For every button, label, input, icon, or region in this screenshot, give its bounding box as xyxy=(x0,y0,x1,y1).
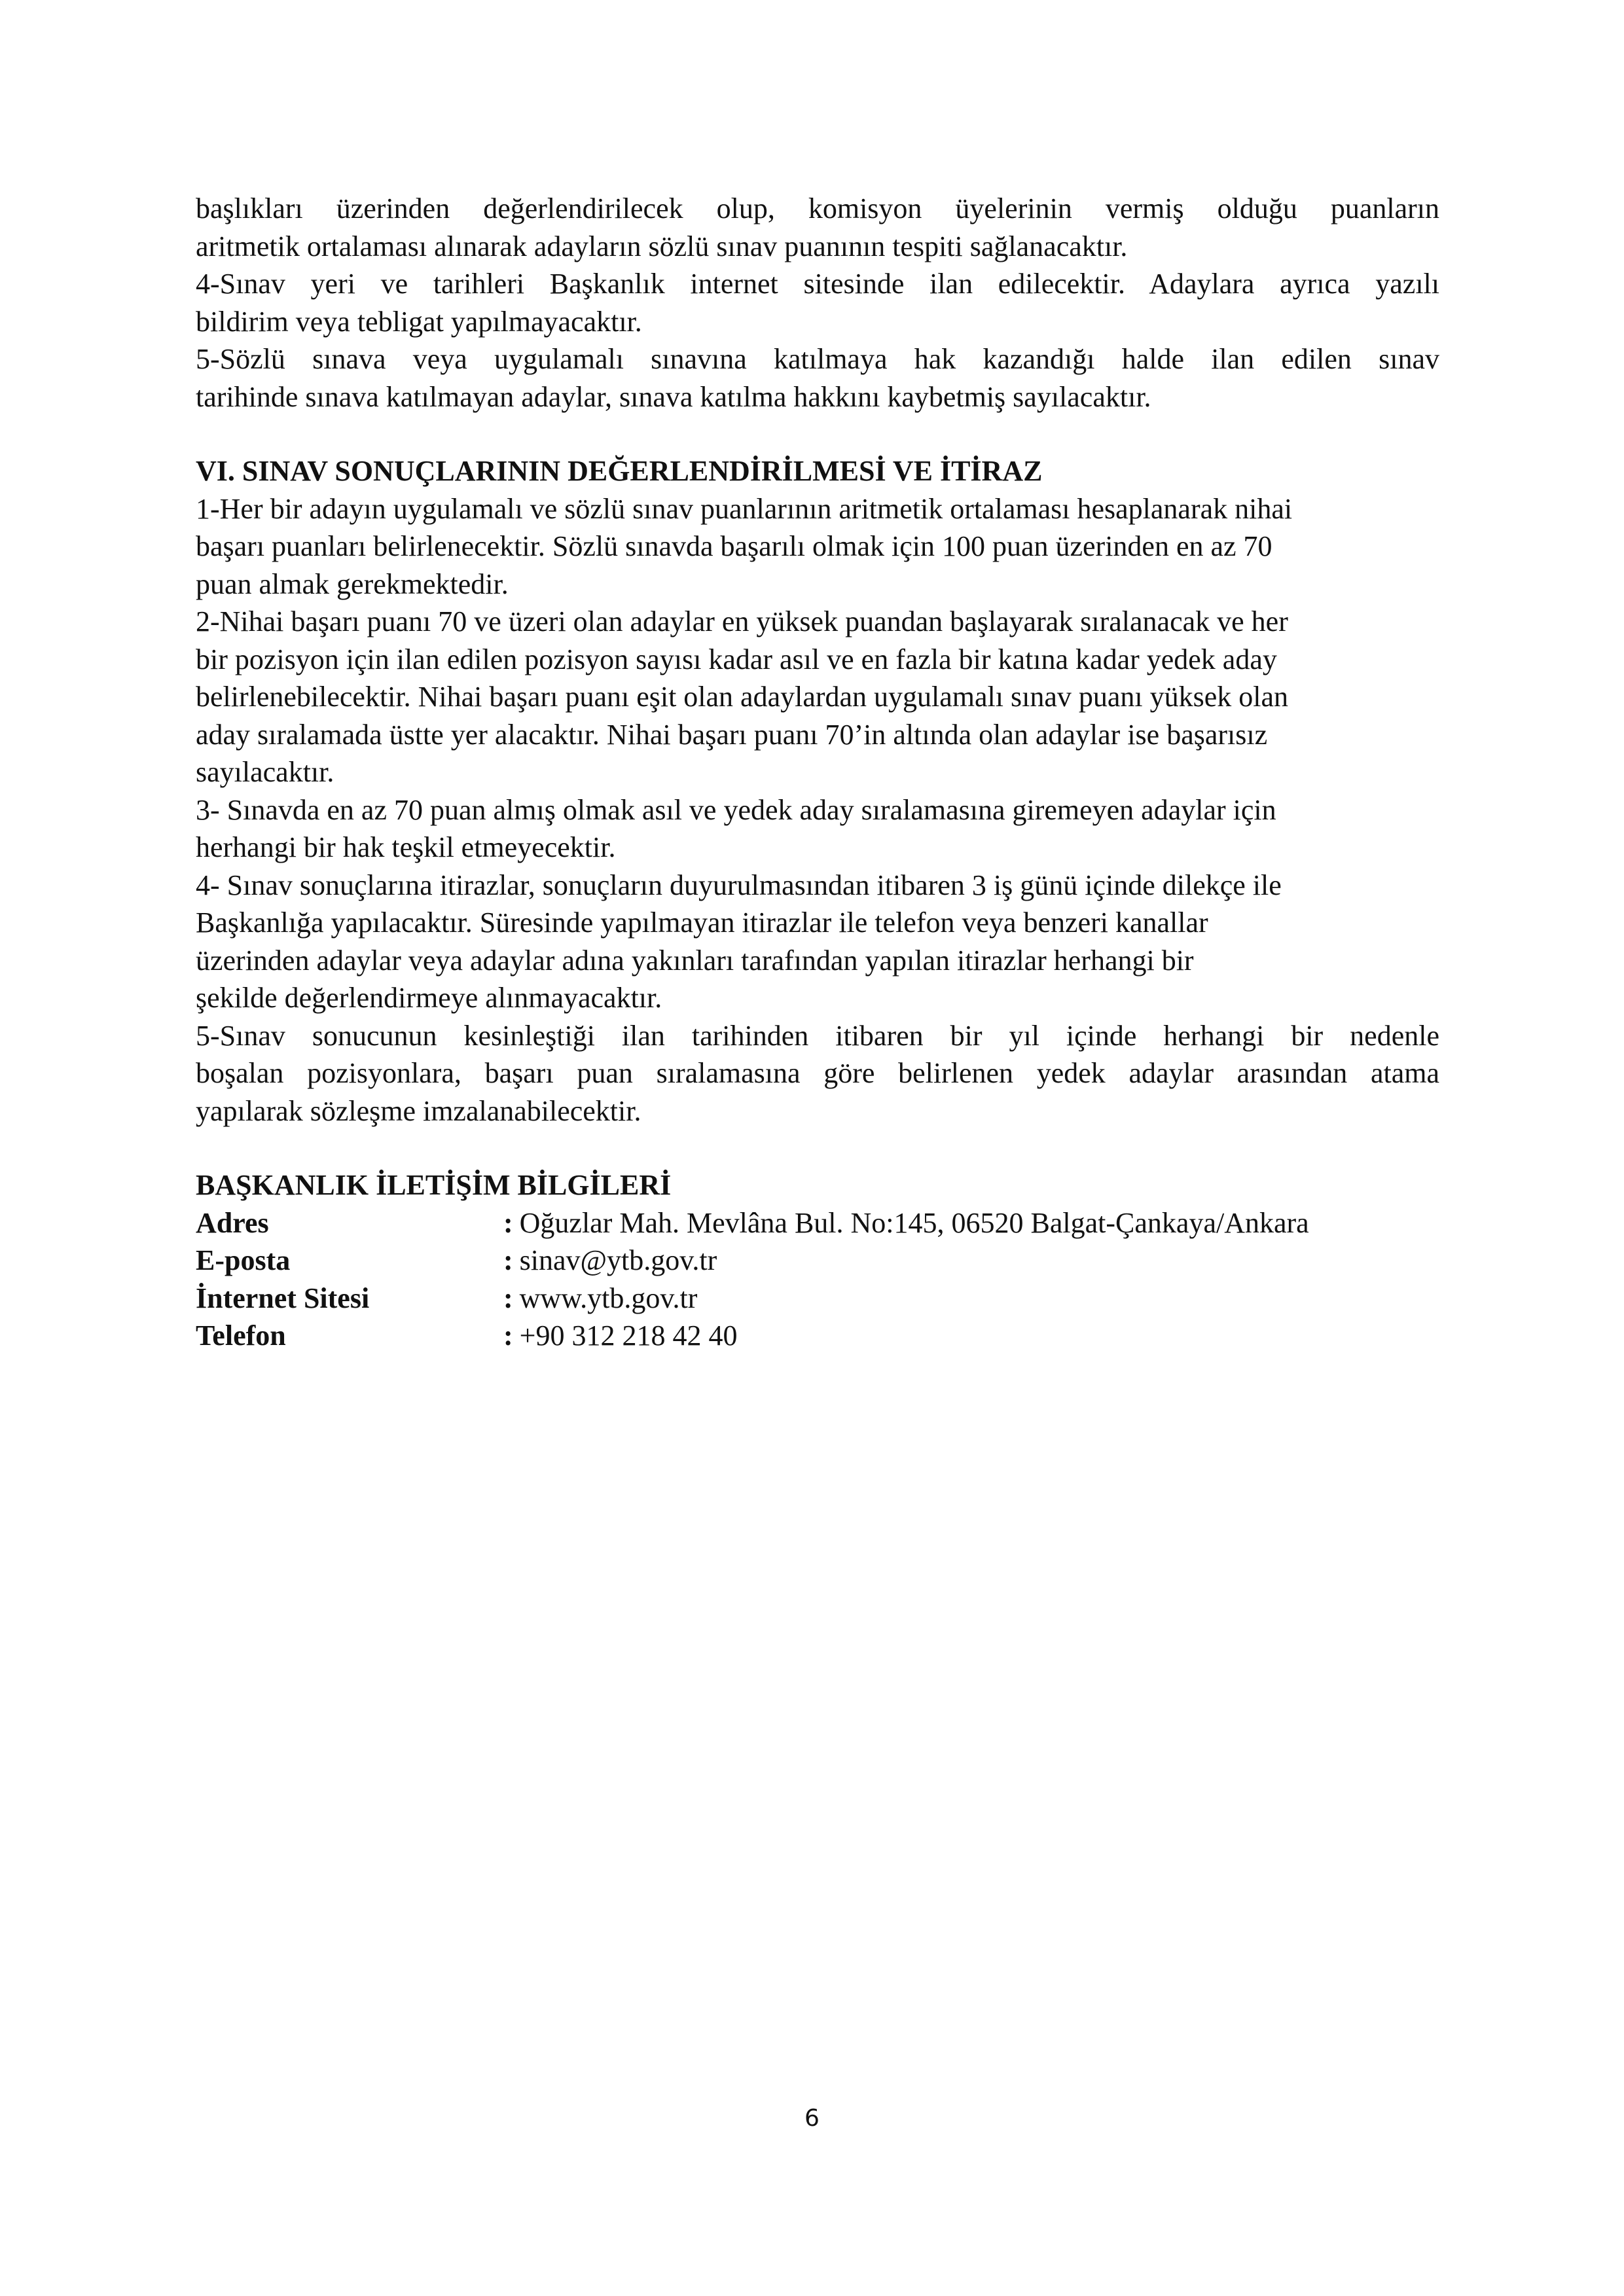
contact-row-email xyxy=(196,1242,1439,1280)
intro-block xyxy=(196,190,1439,416)
text-line: aday sıralamada üstte yer alacaktır. Nihai başarı puanı 70’in altında olan adaylar ise başarısız xyxy=(196,718,1268,751)
text-line: belirlenebilecektir. Nihai başarı puanı eşit olan adaylardan uygulamalı sınav puanı yüksek olan xyxy=(196,681,1289,713)
contact-label: E-posta xyxy=(196,1244,291,1276)
text-line: tarihinde sınava katılmayan adaylar, sınava katılma hakkını kaybetmiş sayılacaktır. xyxy=(196,380,1151,413)
text-line: Başkanlığa yapılacaktır. Süresinde yapılmayan itirazlar ile telefon veya benzeri kanallar xyxy=(196,906,1208,939)
contact-colon: : xyxy=(503,1244,513,1276)
text-line: 3- Sınavda en az 70 puan almış olmak asıl ve yedek aday sıralamasına giremeyen adaylar için xyxy=(196,793,1276,826)
section-heading: VI. SINAV SONUÇLARININ DEĞERLENDİRİLMESİ VE İTİRAZ xyxy=(196,455,1043,487)
text-line: bir pozisyon için ilan edilen pozisyon sayısı kadar asıl ve en fazla bir katına kadar yedek aday xyxy=(196,643,1277,675)
contact-colon: : xyxy=(503,1319,513,1352)
text-line: 1-Her bir adayın uygulamalı ve sözlü sınav puanlarının aritmetik ortalaması hesaplanarak nihai xyxy=(196,492,1293,525)
contact-row-phone xyxy=(196,1317,1439,1355)
email-link[interactable]: sinav@ytb.gov.tr xyxy=(519,1244,717,1276)
text-line: yapılarak sözleşme imzalanabilecektir. xyxy=(196,1094,641,1127)
text-line: 2-Nihai başarı puanı 70 ve üzeri olan adaylar en yüksek puandan başlayarak sıralanacak ve her xyxy=(196,605,1288,637)
text-line: herhangi bir hak teşkil etmeyecektir. xyxy=(196,831,616,863)
contact-value: Oğuzlar Mah. Mevlâna Bul. No:145, 06520 Balgat-Çankaya/Ankara xyxy=(519,1206,1309,1239)
section-6 xyxy=(196,452,1439,1130)
contact-colon: : xyxy=(503,1206,513,1239)
contact-row-website xyxy=(196,1280,1439,1318)
text-line: 4-Sınav yeri ve tarihleri Başkanlık internet sitesinde ilan edilecektir. Adaylara ayrıca yazılı xyxy=(196,268,1439,300)
contact-label: Adres xyxy=(196,1206,269,1239)
text-line: puan almak gerekmektedir. xyxy=(196,567,509,600)
document-page xyxy=(196,190,1439,1355)
contact-label: İnternet Sitesi xyxy=(196,1282,370,1314)
contact-colon: : xyxy=(503,1282,513,1314)
contact-heading: BAŞKANLIK İLETİŞİM BİLGİLERİ xyxy=(196,1169,672,1201)
text-line: sayılacaktır. xyxy=(196,756,334,788)
text-line: üzerinden adaylar veya adaylar adına yakınları tarafından yapılan itirazlar herhangi bir xyxy=(196,944,1194,977)
contact-section xyxy=(196,1166,1439,1355)
website-link[interactable]: www.ytb.gov.tr xyxy=(519,1282,698,1314)
text-line: bildirim veya tebligat yapılmayacaktır. xyxy=(196,305,642,338)
text-line: başarı puanları belirlenecektir. Sözlü sınavda başarılı olmak için 100 puan üzerinden en az 70 xyxy=(196,530,1272,562)
text-line: başlıkları üzerinden değerlendirilecek olup, komisyon üyelerinin vermiş olduğu puanların xyxy=(196,192,1439,224)
contact-row-address xyxy=(196,1204,1439,1242)
text-line: 5-Sözlü sınava veya uygulamalı sınavına katılmaya hak kazandığı halde ilan edilen sınav xyxy=(196,343,1439,375)
text-line: 4- Sınav sonuçlarına itirazlar, sonuçların duyurulmasından itibaren 3 iş günü içinde dilekçe ile xyxy=(196,869,1282,901)
contact-value: +90 312 218 42 40 xyxy=(519,1319,738,1352)
text-line: 5-Sınav sonucunun kesinleştiği ilan tarihinden itibaren bir yıl içinde herhangi bir nedenle xyxy=(196,1019,1439,1052)
text-line: aritmetik ortalaması alınarak adayların sözlü sınav puanının tespiti sağlanacaktır. xyxy=(196,230,1128,262)
page-number: 6 xyxy=(804,2105,820,2132)
text-line: boşalan pozisyonlara, başarı puan sıralamasına göre belirlenen yedek adaylar arasından atama xyxy=(196,1057,1439,1089)
contact-label: Telefon xyxy=(196,1319,286,1352)
text-line: şekilde değerlendirmeye alınmayacaktır. xyxy=(196,982,662,1014)
